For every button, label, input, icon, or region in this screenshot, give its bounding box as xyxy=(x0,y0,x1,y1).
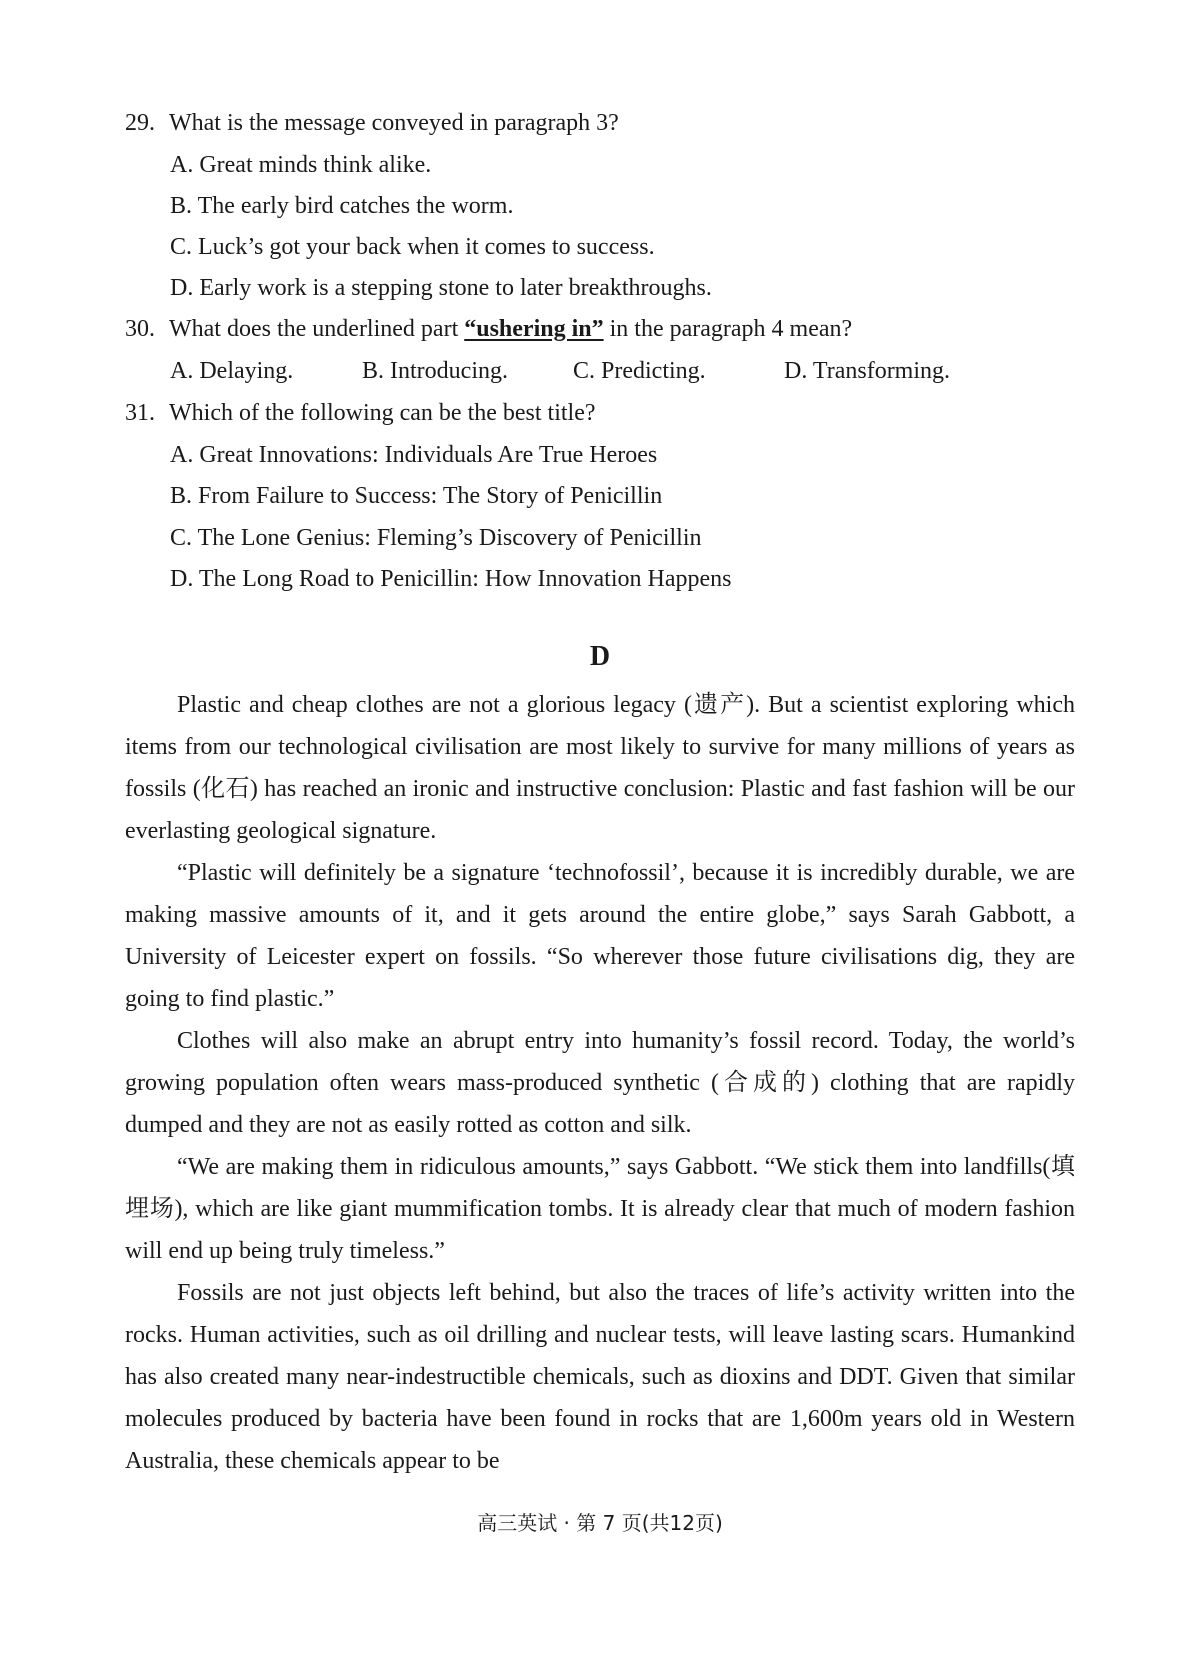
question-31-number: 31. xyxy=(125,400,155,426)
question-30-number: 30. xyxy=(125,316,155,342)
question-30-option-b: B. Introducing. xyxy=(362,358,508,384)
question-30-option-d: D. Transforming. xyxy=(784,358,951,384)
question-31-text: Which of the following can be the best title? xyxy=(169,400,596,426)
question-29-option-c: C. Luck’s got your back when it comes to success. xyxy=(170,234,655,260)
question-29-stem xyxy=(125,108,619,138)
question-30-option-a: A. Delaying. xyxy=(170,358,294,384)
question-29-option-b: B. The early bird catches the worm. xyxy=(170,193,514,219)
question-29-option-a: A. Great minds think alike. xyxy=(170,152,432,178)
question-31-stem xyxy=(125,398,596,428)
question-30-option-c: C. Predicting. xyxy=(573,358,706,384)
question-30-text-before: What does the underlined part xyxy=(169,316,465,342)
question-30-stem xyxy=(125,314,852,344)
question-29-number: 29. xyxy=(125,110,155,136)
section-title: D xyxy=(589,641,611,672)
passage-paragraph: “Plastic will definitely be a signature ‘technofossil’, because it is incredibly durable, we are making massive amounts of it, and it gets around the entire globe,” says Sarah Gabbott, a University of Leicester expert on fossils. “So wherever those future civilisations dig, they are going to find plastic.” xyxy=(125,860,1075,1012)
question-29-option-d: D. Early work is a stepping stone to later breakthroughs. xyxy=(170,275,712,301)
question-29-text: What is the message conveyed in paragraph 3? xyxy=(169,110,619,136)
passage-paragraph: Fossils are not just objects left behind, but also the traces of life’s activity written into the rocks. Human activities, such as oil drilling and nuclear tests, will leave lasting scars. Humankind has also created many near-indestructible chemicals, such as dioxins and DDT. Given that similar molecules produced by bacteria have been found in rocks that are 1,600m years old in Western Australia, these chemicals appear to be xyxy=(125,1280,1075,1474)
question-31-option-b: B. From Failure to Success: The Story of Penicillin xyxy=(170,483,663,509)
passage-paragraph: Plastic and cheap clothes are not a glorious legacy (遗产). But a scientist exploring which items from our technological civilisation are most likely to survive for many millions of years as fossils (化石) has reached an ironic and instructive conclusion: Plastic and fast fashion will be our everlasting geological signature. xyxy=(125,692,1075,844)
question-31-option-d: D. The Long Road to Penicillin: How Innovation Happens xyxy=(170,566,732,592)
reading-passage xyxy=(125,684,1075,1482)
question-30-underlined-phrase: “ushering in” xyxy=(464,316,604,342)
question-30-text-after: in the paragraph 4 mean? xyxy=(603,316,853,342)
passage-paragraph: Clothes will also make an abrupt entry into humanity’s fossil record. Today, the world’s growing population often wears mass-produced synthetic (合成的) clothing that are rapidly dumped and they are not as easily rotted as cotton and silk. xyxy=(125,1028,1075,1138)
question-31-option-a: A. Great Innovations: Individuals Are True Heroes xyxy=(170,442,658,468)
passage-paragraph: “We are making them in ridiculous amounts,” says Gabbott. “We stick them into landfills(填埋场), which are like giant mummification tombs. It is already clear that much of modern fashion will end up being truly timeless.” xyxy=(125,1154,1075,1264)
page-footer: 高三英试 · 第 7 页(共12页) xyxy=(477,1511,723,1535)
question-31-option-c: C. The Lone Genius: Fleming’s Discovery of Penicillin xyxy=(170,525,702,551)
